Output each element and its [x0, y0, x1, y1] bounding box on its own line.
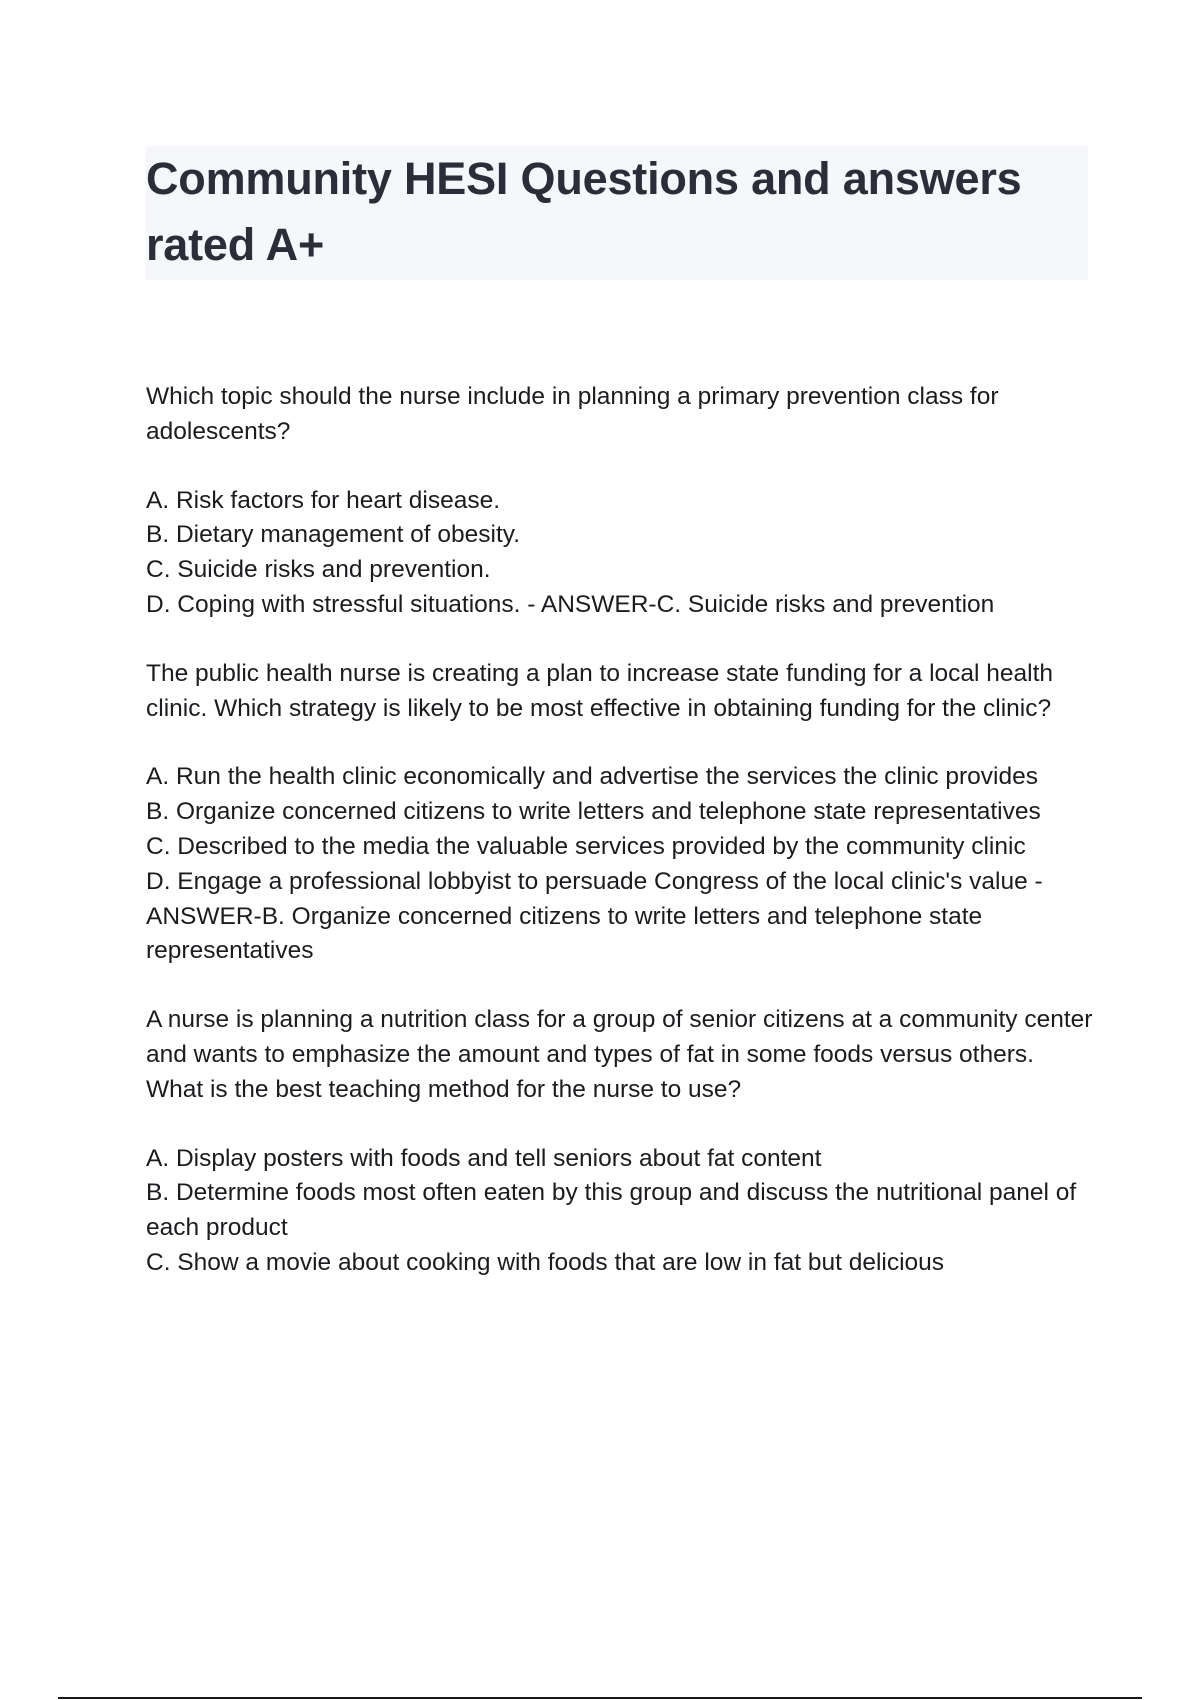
answer-option: B. Dietary management of obesity. [146, 521, 521, 549]
answer-options [146, 1142, 1096, 1281]
answer-option: D. Coping with stressful situations. - ANSWER-C. Suicide risks and prevention [146, 590, 995, 618]
title-banner [146, 146, 1088, 280]
answer-option: B. Determine foods most often eaten by this group and discuss the nutritional panel of each product [146, 1179, 1077, 1242]
answer-option: D. Engage a professional lobbyist to persuade Congress of the local clinic's value - ANSWER-B. Organize concerned citizens to write letters and telephone state representatives [146, 867, 1043, 965]
answer-option: C. Described to the media the valuable services provided by the community clinic [146, 832, 1026, 860]
question-stem: Which topic should the nurse include in planning a primary prevention class for adolescents? [146, 383, 999, 445]
question-block [146, 657, 1096, 969]
question-block [146, 380, 1096, 623]
answer-option: C. Suicide risks and prevention. [146, 556, 491, 584]
answer-option: C. Show a movie about cooking with foods that are low in fat but delicious [146, 1248, 945, 1276]
answer-option: A. Display posters with foods and tell seniors about fat content [146, 1144, 822, 1172]
answer-option: A. Run the health clinic economically and advertise the services the clinic provides [146, 763, 1038, 791]
document-body [146, 380, 1096, 1281]
question-stem: The public health nurse is creating a plan to increase state funding for a local health clinic. Which strategy is likely to be most effective in obtaining funding for the clinic? [146, 659, 1054, 722]
answer-option: A. Risk factors for heart disease. [146, 486, 501, 514]
page-bottom-rule [58, 1697, 1142, 1699]
answer-options [146, 760, 1096, 969]
page-title: Community HESI Questions and answers rated A+ [146, 153, 1022, 270]
question-stem: A nurse is planning a nutrition class for a group of senior citizens at a community center and wants to emphasize the amount and types of fat in some foods versus others. What is the best teaching method for the nurse to use? [146, 1006, 1093, 1103]
answer-options [146, 484, 1096, 623]
answer-option: B. Organize concerned citizens to write letters and telephone state representatives [146, 798, 1041, 826]
question-block [146, 1003, 1096, 1281]
